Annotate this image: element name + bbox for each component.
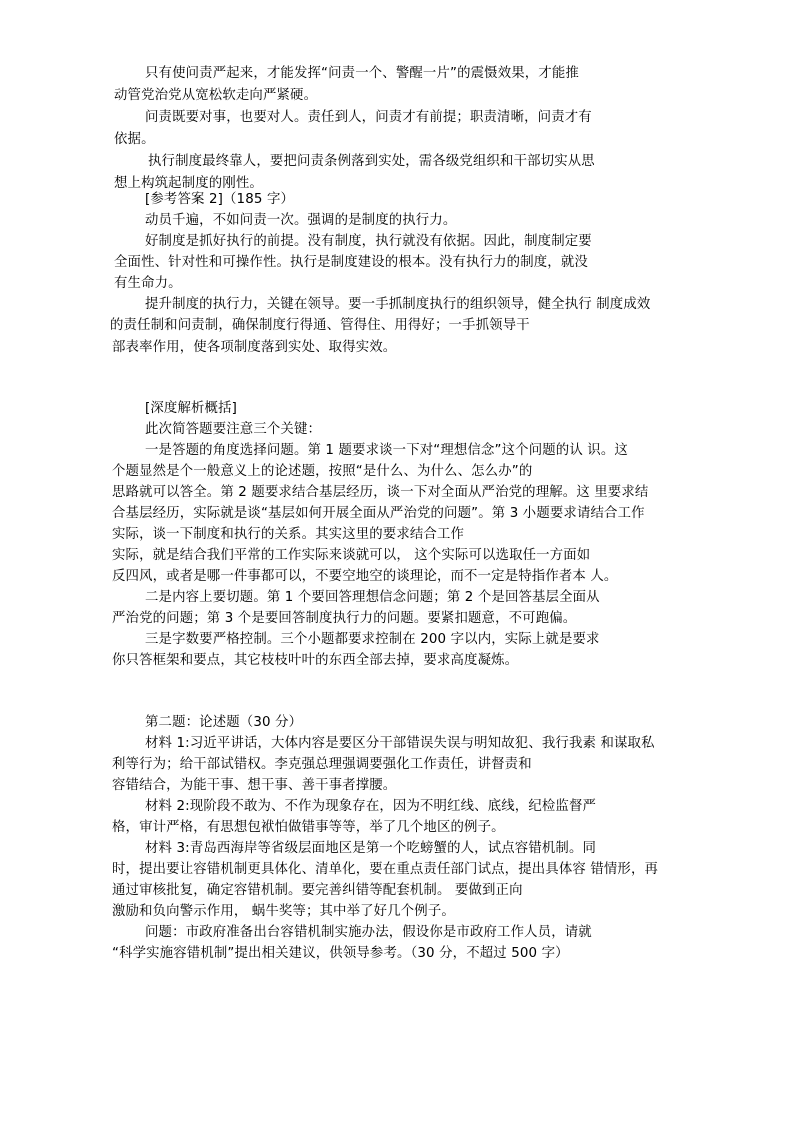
text-line: 问题：市政府准备出台容错机制实施办法，假设你是市政府工作人员，请就 (145, 925, 592, 940)
text-line: 全面性、针对性和可操作性。执行是制度建设的根本。没有执行力的制度，就没 (114, 255, 588, 270)
text-line: 动员千遍，不如问责一次。强调的是制度的执行力。 (145, 213, 457, 228)
text-line: 反四风，或者是哪一件事都可以，不要空地空的谈理论，而不一定是特指作者本 人。 (112, 569, 618, 584)
text-line: 激励和负向警示作用， 蜗牛奖等；其中举了好几个例子。 (112, 904, 455, 919)
text-line: 依据。 (114, 132, 155, 147)
text-line: 只有使问责严起来，才能发挥“问责一个、警醒一片”的震慑效果，才能推 (145, 66, 579, 81)
text-line: 执行制度最终靠人，要把问责条例落到实处，需各级党组织和干部切实从思 (148, 154, 595, 169)
text-line: [参考答案 2]（185 字） (145, 192, 295, 207)
text-line: 好制度是抓好执行的前提。没有制度，执行就没有依据。因此，制度制定要 (145, 234, 592, 249)
text-line: 思路就可以答全。第 2 题要求结合基层经历，谈一下对全面从严治党的理解。这 里要求结 (112, 485, 649, 500)
text-line: 动管党治党从宽松软走向严紧硬。 (114, 88, 318, 103)
text-line: 你只答框架和要点，其它枝枝叶叶的东西全部去掉，要求高度凝炼。 (112, 653, 519, 668)
text-line: 问责既要对事，也要对人。责任到人，问责才有前提；职责清晰，问责才有 (145, 110, 592, 125)
text-line: 实际，谈一下制度和执行的关系。其实这里的要求结合工作 (112, 527, 465, 542)
section-heading: 第二题：论述题（30 分） (145, 715, 303, 730)
text-line: 实际，就是结合我们平常的工作实际来谈就可以， 这个实际可以选取任一方面如 (112, 548, 591, 563)
text-line: 想上构筑起制度的刚性。 (114, 176, 263, 191)
text-line: 此次简答题要注意三个关键： (145, 422, 322, 437)
text-line: 材料 3:青岛西海岸等省级层面地区是第一个吃螃蟹的人，试点容错机制。同 (145, 841, 597, 856)
text-line: 容错结合，为能干事、想干事、善干事者撑腰。 (112, 778, 397, 793)
text-line: 时，提出要让容错机制更具体化、清单化，要在重点责任部门试点，提出具体容 错情形，再 (112, 862, 659, 877)
text-line: 材料 1:习近平讲话，大体内容是要区分干部错误失误与明知故犯、我行我素 和谋取私 (145, 736, 655, 751)
text-line: 一是答题的角度选择问题。第 1 题要求谈一下对“理想信念”这个问题的认 识。这 (145, 443, 628, 458)
text-line: 材料 2:现阶段不敢为、不作为现象存在，因为不明红线、底线，纪检监督严 (145, 799, 597, 814)
text-line: 合基层经历，实际就是谈“基层如何开展全面从严治党的问题”。第 3 小题要求请结合工作 (112, 506, 645, 521)
text-line: 二是内容上要切题。第 1 个要回答理想信念问题；第 2 个是回答基层全面从 (145, 590, 600, 605)
text-line: 格，审计严格，有思想包袱怕做错事等等，举了几个地区的例子。 (112, 820, 505, 835)
text-line: 有生命力。 (114, 276, 182, 291)
text-line: 通过审核批复，确定容错机制。要完善纠错等配套机制。 要做到正向 (112, 883, 523, 898)
text-line: 提升制度的执行力，关键在领导。要一手抓制度执行的组织领导，健全执行 制度成效 (145, 297, 651, 312)
text-line: “科学实施容错机制”提出相关建议，供领导参考。（30 分，不超过 500 字） (112, 946, 569, 961)
text-line: 利等行为；给干部试错权。李克强总理强调要强化工作责任，讲督责和 (112, 757, 532, 772)
text-line: 三是字数要严格控制。三个小题都要求控制在 200 字以内，实际上就是要求 (145, 632, 600, 647)
text-line: 个题显然是个一般意义上的论述题，按照“是什么、为什么、怎么办”的 (112, 464, 533, 479)
text-line: 部表率作用，使各项制度落到实处、取得实效。 (112, 340, 397, 355)
text-line: 的责任制和问责制，确保制度行得通、管得住、用得好；一手抓领导干 (110, 318, 530, 333)
text-line: 严治党的问题；第 3 个是要回答制度执行力的问题。要紧扣题意，不可跑偏。 (112, 611, 577, 626)
section-heading: [深度解析概括] (145, 401, 237, 416)
